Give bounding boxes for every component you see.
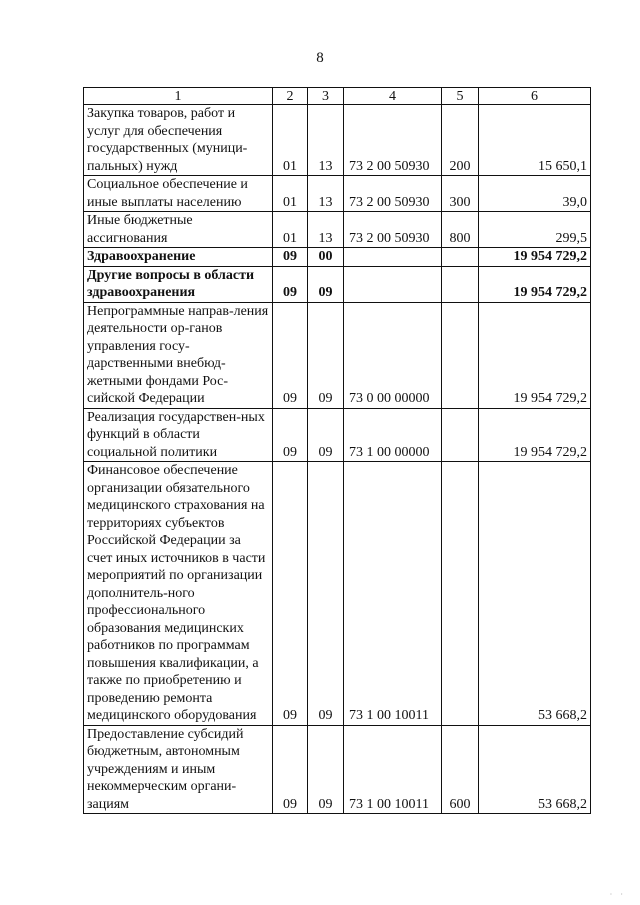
row-target-article-cell: 73 0 00 00000 bbox=[344, 302, 442, 408]
budget-table-body bbox=[84, 88, 591, 814]
row-section-cell: 01 bbox=[273, 105, 308, 176]
table-row bbox=[84, 266, 591, 302]
table-row bbox=[84, 105, 591, 176]
table-row bbox=[84, 248, 591, 267]
header-cell-2: 2 bbox=[273, 88, 308, 105]
row-target-article-cell: 73 1 00 00000 bbox=[344, 408, 442, 462]
header-cell-3: 3 bbox=[308, 88, 344, 105]
row-section-cell: 09 bbox=[273, 248, 308, 267]
row-amount-cell: 15 650,1 bbox=[479, 105, 591, 176]
row-section-cell: 09 bbox=[273, 462, 308, 726]
row-amount-cell: 19 954 729,2 bbox=[479, 266, 591, 302]
row-name-cell: Другие вопросы в области здравоохранения bbox=[84, 266, 273, 302]
row-expense-type-cell: 200 bbox=[442, 105, 479, 176]
row-expense-type-cell bbox=[442, 266, 479, 302]
table-row bbox=[84, 302, 591, 408]
table-row bbox=[84, 408, 591, 462]
row-expense-type-cell bbox=[442, 408, 479, 462]
row-section-cell: 01 bbox=[273, 176, 308, 212]
row-subsection-cell: 13 bbox=[308, 105, 344, 176]
row-name-cell: Реализация государствен-ных функций в области социальной политики bbox=[84, 408, 273, 462]
row-subsection-cell: 13 bbox=[308, 176, 344, 212]
row-expense-type-cell bbox=[442, 302, 479, 408]
header-cell-6: 6 bbox=[479, 88, 591, 105]
header-cell-5: 5 bbox=[442, 88, 479, 105]
row-target-article-cell: 73 2 00 50930 bbox=[344, 212, 442, 248]
table-row bbox=[84, 462, 591, 726]
row-amount-cell: 39,0 bbox=[479, 176, 591, 212]
row-subsection-cell: 00 bbox=[308, 248, 344, 267]
row-amount-cell: 19 954 729,2 bbox=[479, 302, 591, 408]
row-section-cell: 09 bbox=[273, 266, 308, 302]
row-target-article-cell: 73 2 00 50930 bbox=[344, 105, 442, 176]
row-name-cell: Предоставление субсидий бюджетным, автономным учреждениям и иным некоммерческим органи-зациям bbox=[84, 725, 273, 814]
row-expense-type-cell: 800 bbox=[442, 212, 479, 248]
row-subsection-cell: 09 bbox=[308, 462, 344, 726]
header-row bbox=[84, 88, 591, 105]
row-amount-cell: 19 954 729,2 bbox=[479, 248, 591, 267]
row-name-cell: Финансовое обеспечение организации обязательного медицинского страхования на территориях субъектов Российской Федерации за счет иных источников в части мероприятий по организации дополнитель-ного профессионального образования медицинских работников по программам повышения квалификации, а также по приобретению и проведению ремонта медицинского оборудования bbox=[84, 462, 273, 726]
row-amount-cell: 53 668,2 bbox=[479, 725, 591, 814]
row-subsection-cell: 09 bbox=[308, 408, 344, 462]
row-name-cell: Закупка товаров, работ и услуг для обеспечения государственных (муници-пальных) нужд bbox=[84, 105, 273, 176]
row-subsection-cell: 09 bbox=[308, 266, 344, 302]
row-expense-type-cell: 300 bbox=[442, 176, 479, 212]
row-subsection-cell: 09 bbox=[308, 725, 344, 814]
page-number: 8 bbox=[316, 50, 324, 66]
row-name-cell: Иные бюджетные ассигнования bbox=[84, 212, 273, 248]
row-subsection-cell: 13 bbox=[308, 212, 344, 248]
row-target-article-cell bbox=[344, 266, 442, 302]
row-name-cell: Здравоохранение bbox=[84, 248, 273, 267]
row-target-article-cell: 73 2 00 50930 bbox=[344, 176, 442, 212]
table-row bbox=[84, 212, 591, 248]
row-target-article-cell bbox=[344, 248, 442, 267]
row-name-cell: Социальное обеспечение и иные выплаты населению bbox=[84, 176, 273, 212]
row-expense-type-cell bbox=[442, 462, 479, 726]
table-row bbox=[84, 725, 591, 814]
row-amount-cell: 299,5 bbox=[479, 212, 591, 248]
row-amount-cell: 19 954 729,2 bbox=[479, 408, 591, 462]
table-row bbox=[84, 176, 591, 212]
budget-table bbox=[83, 87, 591, 814]
row-section-cell: 01 bbox=[273, 212, 308, 248]
row-subsection-cell: 09 bbox=[308, 302, 344, 408]
row-section-cell: 09 bbox=[273, 302, 308, 408]
row-expense-type-cell: 600 bbox=[442, 725, 479, 814]
row-expense-type-cell bbox=[442, 248, 479, 267]
row-target-article-cell: 73 1 00 10011 bbox=[344, 725, 442, 814]
scan-marks: · · bbox=[609, 890, 626, 899]
row-section-cell: 09 bbox=[273, 725, 308, 814]
header-cell-4: 4 bbox=[344, 88, 442, 105]
row-name-cell: Непрограммные направ-ления деятельности ор-ганов управления госу-дарственными внебюд-жетными фондами Рос-сийской Федерации bbox=[84, 302, 273, 408]
row-section-cell: 09 bbox=[273, 408, 308, 462]
row-target-article-cell: 73 1 00 10011 bbox=[344, 462, 442, 726]
header-cell-1: 1 bbox=[84, 88, 273, 105]
row-amount-cell: 53 668,2 bbox=[479, 462, 591, 726]
